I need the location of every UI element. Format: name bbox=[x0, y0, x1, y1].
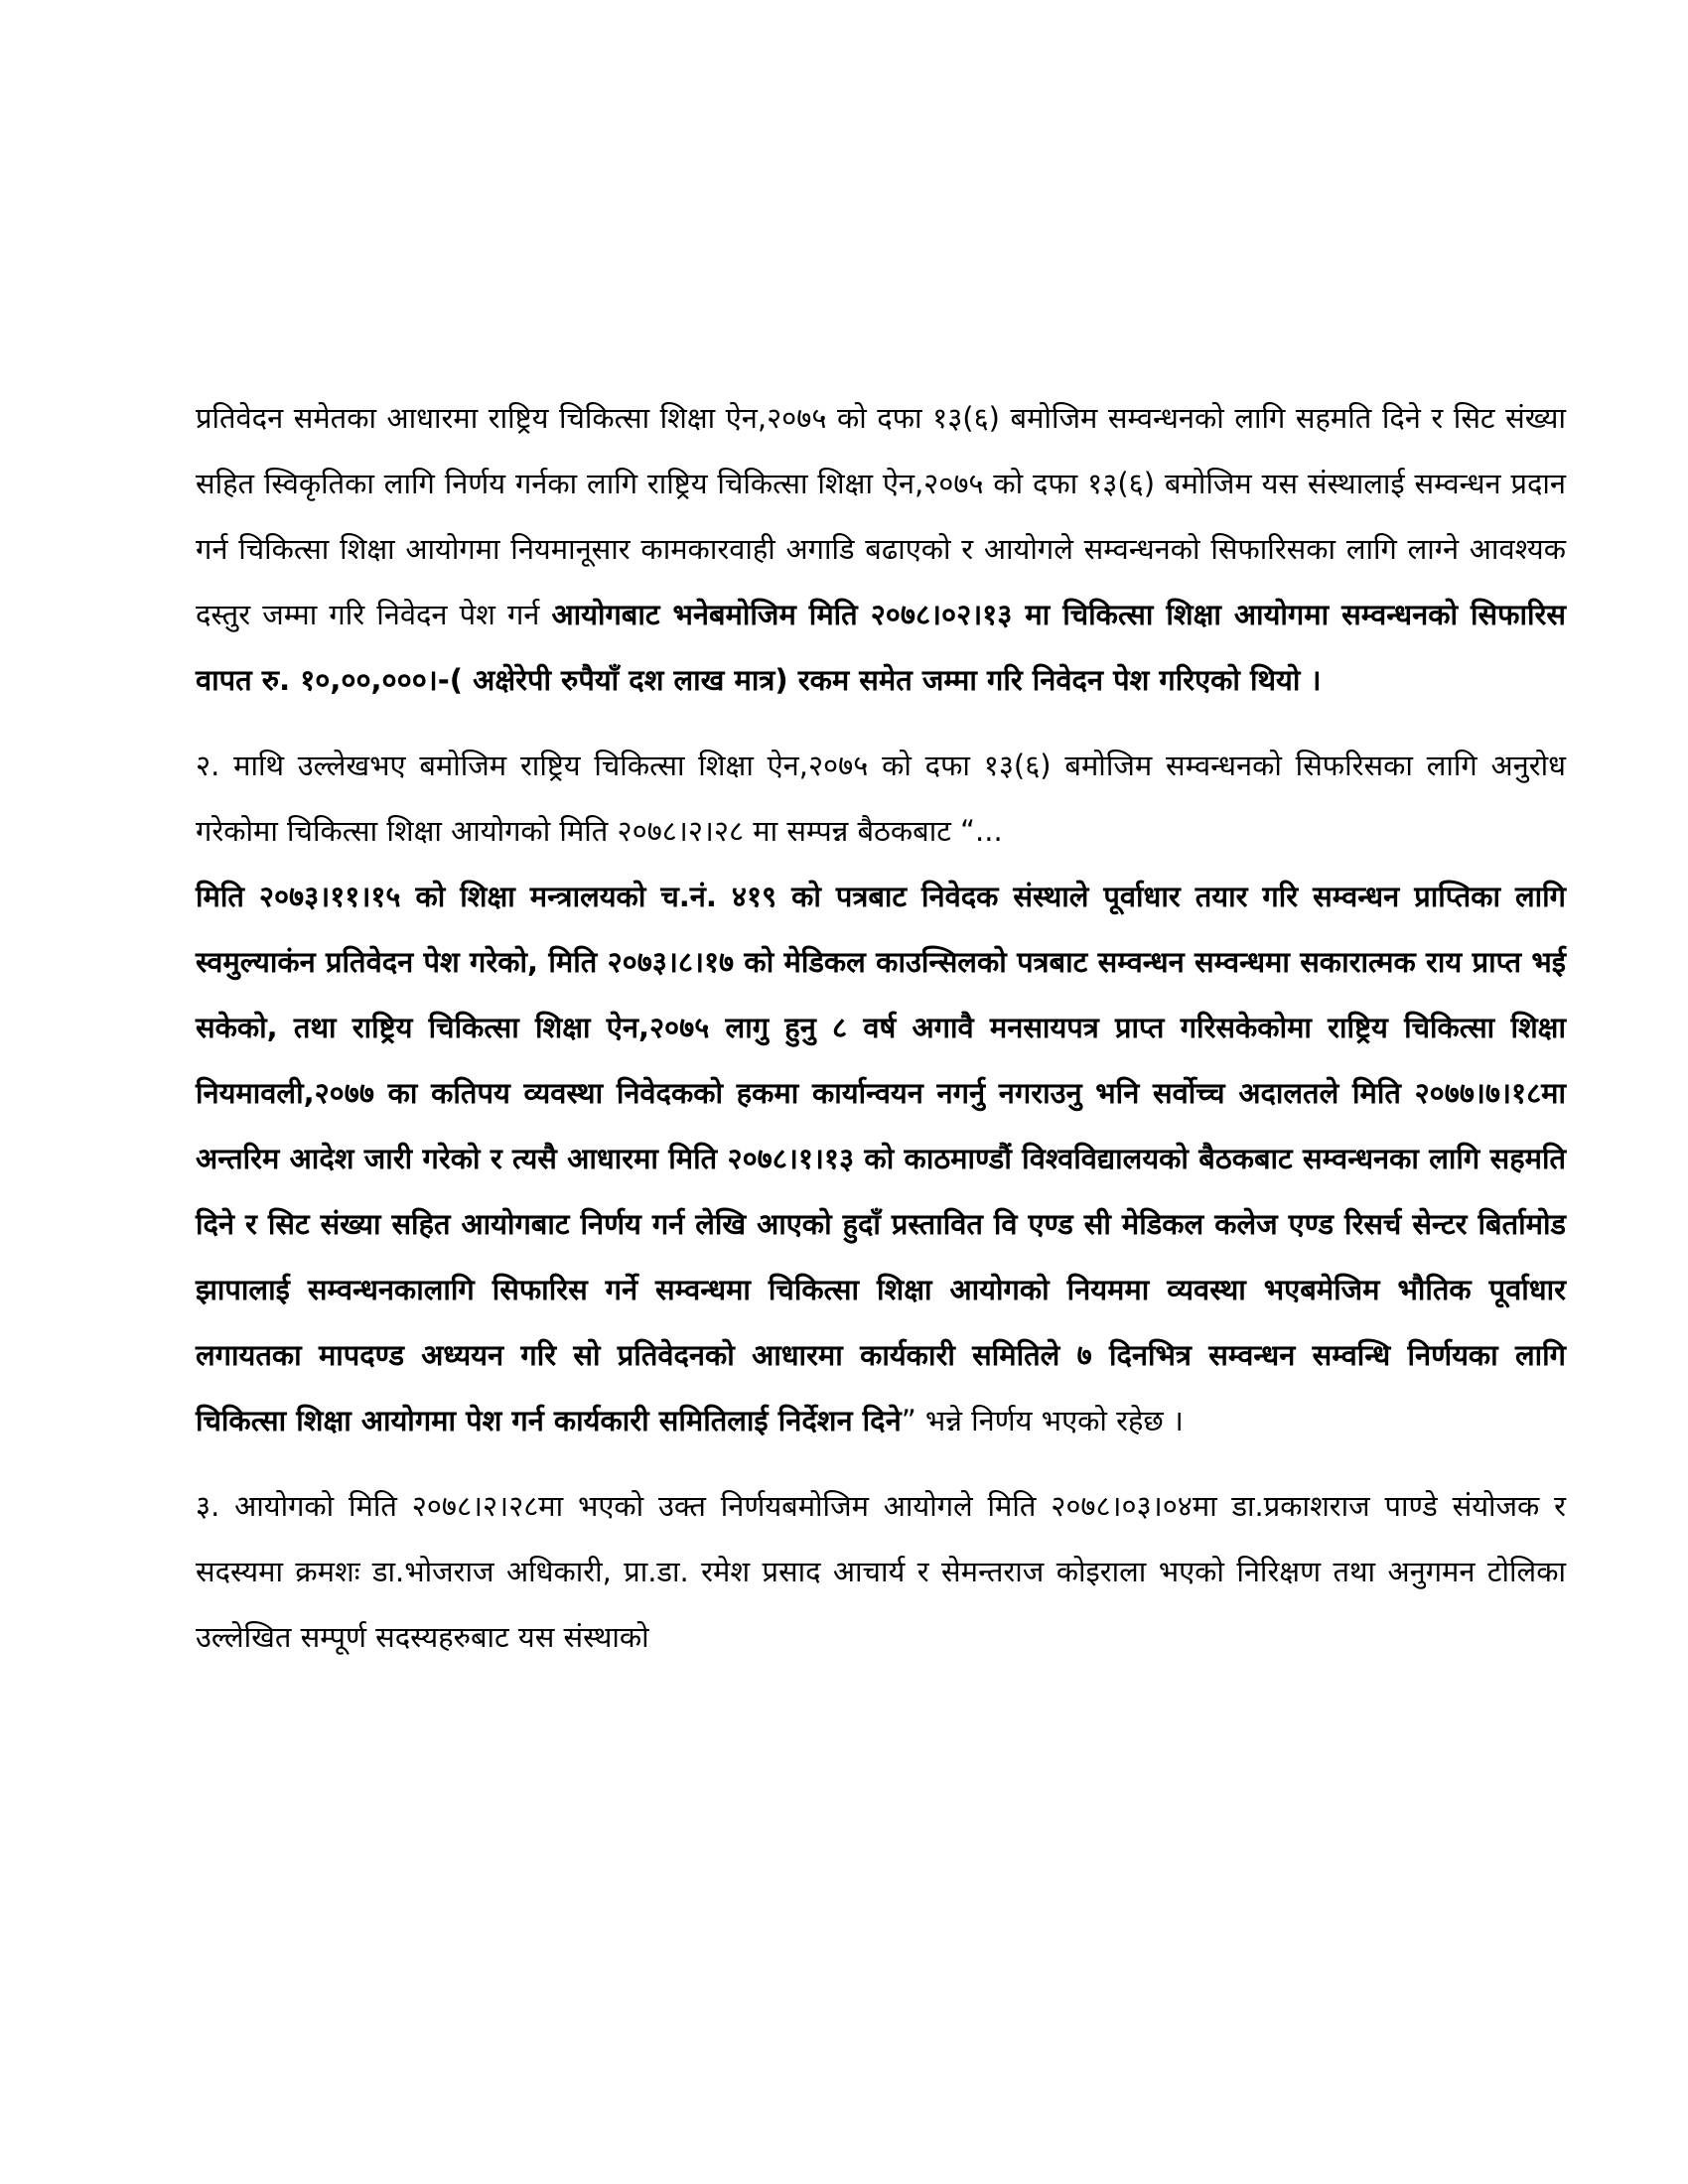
document-page bbox=[196, 385, 1566, 1670]
paragraph-3-text: ३. आयोगको मिति २०७८।२।२८मा भएको उक्त निर्णयबमोजिम आयोगले मिति २०७८।०३।०४मा डा.प्रकाशराज पाण्डे संयोजक र सदस्यमा क्रमशः डा.भोजराज अधिकारी, प्रा.डा. रमेश प्रसाद आचार्य र सेमन्तराज कोइराला भएको निरिक्षण तथा अनुगमन टोलिका उल्लेखित सम्पूर्ण सदस्यहरुबाट यस संस्थाको bbox=[196, 1489, 1566, 1654]
paragraph-2 bbox=[196, 733, 1566, 1453]
paragraph-2-closing-text: ” भन्ने निर्णय भएको रहेछ । bbox=[901, 1404, 1184, 1437]
paragraph-1-bold-text: आयोगबाट भनेबमोजिम मिति २०७८।०२।१३ मा चिकित्सा शिक्षा आयोगमा सम्वन्धनको सिफारिस वापत रु. १०,००,०००।-( अक्षेरेपी रुपैयाँ दश लाख मात्र) रकम समेत जम्मा गरि निवेदन पेश गरिएको थियो । bbox=[196, 598, 1566, 697]
paragraph-1-text: प्रतिवेदन समेतका आधारमा राष्ट्रिय चिकित्सा शिक्षा ऐन,२०७५ को दफा १३(६) बमोजिम सम्वन्धनको लागि सहमति दिने र सिट संख्या सहित स्विकृतिका लागि निर्णय गर्नका लागि राष्ट्रिय चिकित्सा शिक्षा ऐन,२०७५ को दफा १३(६) बमोजिम यस संस्थालाई सम्वन्धन प्रदान गर्न चिकित्सा शिक्षा आयोगमा नियमानूसार कामकारवाही अगाडि बढाएको र आयोगले सम्वन्धनको सिफारिसका लागि लाग्ने आवश्यक दस्तुर जम्मा गरि निवेदन पेश गर्न bbox=[196, 401, 1566, 631]
paragraph-2-bold-text: मिति २०७३।११।१५ को शिक्षा मन्त्रालयको च.नं. ४१९ को पत्रबाट निवेदक संस्थाले पूर्वाधार तयार गरि सम्वन्धन प्राप्तिका लागि स्वमुल्याकंन प्रतिवेदन पेश गरेको, मिति २०७३।८।१७ को मेडिकल काउन्सिलको पत्रबाट सम्वन्धन सम्वन्धमा सकारात्मक राय प्राप्त भई सकेको, तथा राष्ट्रिय चिकित्सा शिक्षा ऐन,२०७५ लागु हुनु ८ वर्ष अगावै मनसायपत्र प्राप्त गरिसकेकोमा राष्ट्रिय चिकित्सा शिक्षा नियमावली,२०७७ का कतिपय व्यवस्था निवेदकको हकमा कार्यान्वयन नगर्नु नगराउनु भनि सर्वोच्च अदालतले मिति २०७७।७।१८मा अन्तरिम आदेश जारी गरेको र त्यसै आधारमा मिति २०७८।१।१३ को काठमाण्डौं विश्वविद्यालयको बैठकबाट सम्वन्धनका लागि सहमति दिने र सिट संख्या सहित आयोगबाट निर्णय गर्न लेखि आएको हुदाँ प्रस्तावित वि एण्ड सी मेडिकल कलेज एण्ड रिसर्च सेन्टर बिर्तामोड झापालाई सम्वन्धनकालागि सिफारिस गर्ने सम्वन्धमा चिकित्सा शिक्षा आयोगको नियममा व्यवस्था भएबमेजिम भौतिक पूर्वाधार लगायतका मापदण्ड अध्ययन गरि सो प्रतिवेदनको आधारमा कार्यकारी समितिले ७ दिनभित्र सम्वन्धन सम्वन्धि निर्णयका लागि चिकित्सा शिक्षा आयोगमा पेश गर्न कार्यकारी समितिलाई निर्देशन दिने bbox=[196, 880, 1566, 1437]
paragraph-3 bbox=[196, 1473, 1566, 1670]
paragraph-2-text: २. माथि उल्लेखभए बमोजिम राष्ट्रिय चिकित्सा शिक्षा ऐन,२०७५ को दफा १३(६) बमोजिम सम्वन्धनको सिफरिसका लागि अनुरोध गरेकोमा चिकित्सा शिक्षा आयोगको मिति २०७८।२।२८ मा सम्पन्न बैठकबाट “... bbox=[196, 749, 1566, 848]
paragraph-1 bbox=[196, 385, 1566, 713]
